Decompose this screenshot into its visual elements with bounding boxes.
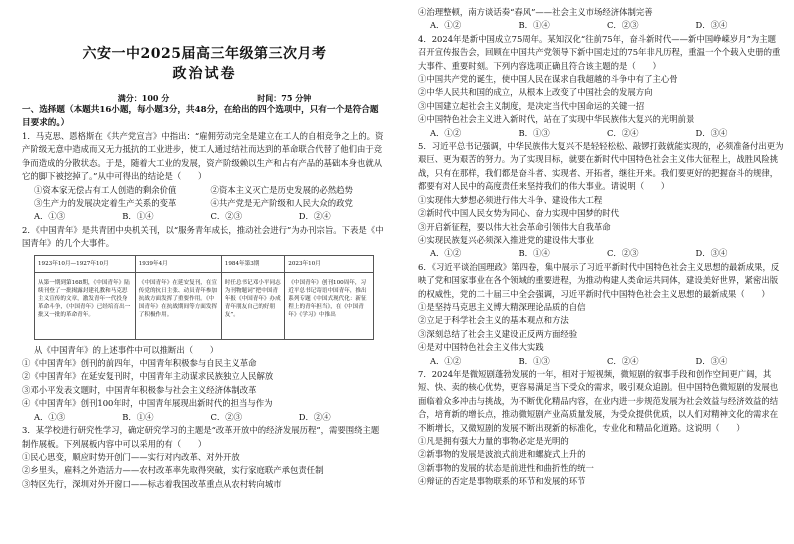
left-column <box>22 18 387 491</box>
answer-choice: D．③④ <box>695 20 728 31</box>
statement-option: ④实现民族复兴必须深入推进党的建设伟大事业 <box>418 234 594 245</box>
statement-option: ①凡是拥有强大力量的事物必定是光明的 <box>418 436 569 446</box>
table-cell: 《中国青年》在延安复刊，在宣传党的抗日主张、动员青年参加抗战方面发挥了重要作用。《中国青年》在抗战期间等方面发挥了积极作用。 <box>135 272 221 339</box>
statement-option: ③邓小平发表文题时，中国青年积极参与社会主义经济体制改革 <box>22 384 257 395</box>
statement-option: ①民心思变，顺应时势开创门——实行对内改革、对外开放 <box>22 451 240 462</box>
event-table <box>34 255 374 340</box>
answer-choice: D．③④ <box>695 127 728 138</box>
statement-option: ①是坚持马克思主义博大精深理论品质的自信 <box>418 301 586 312</box>
answer-choice: B．①④ <box>518 20 550 31</box>
answer-choice: D．②④ <box>298 411 331 422</box>
answer-choice: C．②③ <box>607 20 639 31</box>
answer-choice: A．①② <box>430 20 462 31</box>
statement-option: ②乡里头，雇料之外造活力——农村改革率先取得突破，实行家庭联产承包责任制 <box>22 465 324 476</box>
exam-subtitle: 政治试卷 <box>172 66 237 82</box>
question-stem: 1．马克思、恩格斯在《共产党宣言》中指出：“雇佣劳动完全是建立在工人的自相竞争之上的。资产阶级无意中造成而又无力抵抗的工业进步，使工人通过结社而达到的革命联合代替了他们由于竞争而造成的分散状态。于是，随着大工业的发展，资产阶级赖以生产和占有产品的基础本身也就从它的脚下被挖掉了。”从中可得出的结论是（ ） <box>22 131 384 182</box>
answer-choice: B．①④ <box>518 248 550 259</box>
statement-option: ③开启新征程，要以伟大社会革命引领伟大自我革命 <box>418 221 611 232</box>
question-5 <box>418 140 784 261</box>
question-stem: 7．2024年是微短剧蓬勃发展的一年，相对于短视频，微短剧的叙事手段和创作空间更广阔，其短、快、卖的核心优势，更容易满足当下受众的需求，吸引观众追剧。但中国特色微短剧的发展也面临着众多冲击与挑战，为不断优化精品内容，在业内进一步规范发展为社会效益与经济效益的结合，培育新的增长点，推动微短剧产业高质量发展，为受众提供优质，以人们对精神文化的需求在不断增长，又微短剧的发展不断出现新的标准化，专业化和精品化道路。这说明（ ） <box>418 368 779 433</box>
table-header: 1984年第3期 <box>221 255 285 272</box>
statement-option: ④是对中国特色社会主义伟大实践 <box>418 342 544 353</box>
statement-option: ②新时代中国人民女势为同心、奋力实现中国梦的时代 <box>418 208 619 219</box>
statement-option: ③特区先行，深圳对外开窗口——标志着我国改革重点从农村转向城市 <box>22 478 282 489</box>
statement-option: ①《中国青年》创刊的前四年，中国青年积极参与自民主义革命 <box>22 358 257 369</box>
answer-choice: D．②④ <box>298 211 331 222</box>
answer-choice: A．①② <box>430 127 462 138</box>
statement-options <box>22 184 387 197</box>
table-header: 1923年10月—1927年10月 <box>35 255 136 272</box>
statement-option: ③新事物的发展的状态是前进性和曲折性的统一 <box>418 462 594 473</box>
answer-choice: B．①④ <box>122 211 154 222</box>
answer-choice: B．①③ <box>518 127 550 138</box>
answer-choice: C．②④ <box>607 355 639 366</box>
statement-option: ④治理整顿，南方谈话奏“春风”——社会主义市场经济体制完善 <box>418 7 653 17</box>
answer-choice: D．③④ <box>695 355 728 366</box>
answer-choices <box>22 210 387 223</box>
question-prompt: 从《中国青年》的上述事件中可以推断出（ ） <box>34 344 219 355</box>
answer-choice: A．①② <box>430 248 462 259</box>
statement-option: ①实现伟大梦想必须进行伟大斗争、建设伟大工程 <box>418 194 603 205</box>
answer-choices <box>418 247 784 260</box>
question-stem: 4．2024年是新中国成立75周年。某知汉化“往前75年，奋斗新时代——新中国峥嵘岁月”为主题召开宣传报告会，回顾在中国共产党领导下新中国走过的75年非凡历程，重温一个个载入史册的重大事件、重要时刻。下列内容选项正确且符合该主题的是（ ） <box>418 33 781 71</box>
score-label: 满分：100 分 <box>117 93 170 103</box>
question-7 <box>418 368 784 489</box>
answer-choice: B．①③ <box>518 355 550 366</box>
answer-choice: C．②④ <box>607 127 639 138</box>
statement-option: ②资本主义灭亡是历史发展的必然趋势 <box>210 184 353 195</box>
statement-options <box>22 197 387 210</box>
statement-option: ④辩证的否定是事物联系的环节和发展的环节 <box>418 476 586 487</box>
answer-choices <box>418 355 784 368</box>
question-6 <box>418 261 784 368</box>
question-stem: 5．习近平总书记强调，中华民族伟大复兴不是轻轻松松、敲锣打鼓就能实现的，必须准备付出更为艰巨、更为艰苦的努力。为了实现目标，就要在新时代中国特色社会主义伟大征程上，战胜风险挑战，只有在那样，我们都是奋斗者、实现者、开拓者，继往开来。我们要更好的把握奋斗的规律，都要有对人民中的高度责任来坚持我们的伟大事业。请说明（ ） <box>418 141 784 192</box>
statement-option: ①中国共产党的诞生，使中国人民在谋求自我超越的斗争中有了主心骨 <box>418 74 678 85</box>
answer-choices <box>418 19 784 32</box>
right-column <box>418 6 784 489</box>
question-2 <box>22 224 387 424</box>
statement-option: ②《中国青年》在延安复刊时，中国青年主动谋求民族独立人民解放 <box>22 371 274 382</box>
answer-choice: C．②③ <box>210 411 243 422</box>
statement-option: ④共产党是无产阶级和人民大众的政党 <box>210 198 353 209</box>
answer-choice: A．①③ <box>34 211 66 222</box>
statement-option: ②新事物的发展是波浪式前进和螺旋式上升的 <box>418 449 586 460</box>
question-3 <box>22 424 387 491</box>
question-1 <box>22 130 387 224</box>
table-header: 1939年4月 <box>135 255 221 272</box>
answer-choice: D．③④ <box>695 248 728 259</box>
statement-option: ③深刻总结了社会主义建设正反两方面经验 <box>418 328 578 339</box>
statement-option: ②立足于科学社会主义的基本观点和方法 <box>418 315 569 326</box>
table-header: 2023年10月 <box>285 255 374 272</box>
table-cell: 《中国青年》创刊100周年，习近平总书记寄语中国青年，推出系列专题《中国式现代化：新征程上的青年担当》，在《中国青年》《学习》中推出 <box>285 272 374 339</box>
question-stem: 6．《习近平谈治国理政》第四卷，集中展示了习近平新时代中国特色社会主义思想的最新成果，反映了党和国家事业在各个领域的重要进程，为推动构建人类命运共同体，建设美好世界，紧密出版的权威性，党的二十届三中全会强调，习近平新时代中国特色社会主义思想的最新成果（ ） <box>418 261 780 299</box>
table-cell: 从第一期到第168期，《中国青年》陆续刊登了一批揭露封建礼教和马克思主义宣传的文章，激发青年一代投身革命斗争，《中国青年》已经培育出一批又一批的革命青年。 <box>35 272 136 339</box>
answer-choices <box>22 411 387 424</box>
statement-option: ③生产力的发展决定着生产关系的变革 <box>34 198 177 209</box>
section-header: 一、选择题（本题共16小题，每小题3分，共48分，在给出的四个选项中，只有一个是符合题目要求的。） <box>22 105 379 128</box>
answer-choice: C．②③ <box>607 248 639 259</box>
statement-option: ③中国建立起社会主义制度，是决定当代中国命运的关键一招 <box>418 100 645 111</box>
answer-choice: B．①④ <box>122 411 154 422</box>
question-4 <box>418 33 784 140</box>
question-stem: 2．《中国青年》是共青团中央机关刊，以“服务青年成长，推动社会进行”为办刊宗旨。下表是《中国青年》的几个大事件。 <box>22 224 384 249</box>
answer-choice: C．②③ <box>210 211 243 222</box>
statement-option: ④《中国青年》创刊100年时，中国青年展现出新时代的担当与作为 <box>22 398 273 409</box>
table-cell: 时任总书记邓小平同志为刊物题词“把中国青年报《中国青年》办成青年朋友自己的好朋友”。 <box>221 272 285 339</box>
statement-option: ①资本家无偿占有工人创造的剩余价值 <box>34 184 177 195</box>
answer-choice: A．①③ <box>34 411 66 422</box>
time-label: 时间：75 分钟 <box>257 93 312 103</box>
exam-title: 六安一中2025届高三年级第三次月考 <box>82 46 327 62</box>
statement-option: ④中国特色社会主义进入新时代，站在了实现中华民族伟大复兴的光明前景 <box>418 114 695 125</box>
exam-meta <box>42 92 387 104</box>
answer-choice: A．①② <box>430 355 462 366</box>
question-stem: 3．某学校进行研究性学习，确定研究学习的主题是“改革开放中的经济发展历程”，需要围绕主题制作展板。下列展板内容中可以采用的有（ ） <box>22 425 380 449</box>
answer-choices <box>418 127 784 140</box>
statement-option: ②中华人民共和国的成立，从根本上改变了中国社会的发展方向 <box>418 87 653 98</box>
